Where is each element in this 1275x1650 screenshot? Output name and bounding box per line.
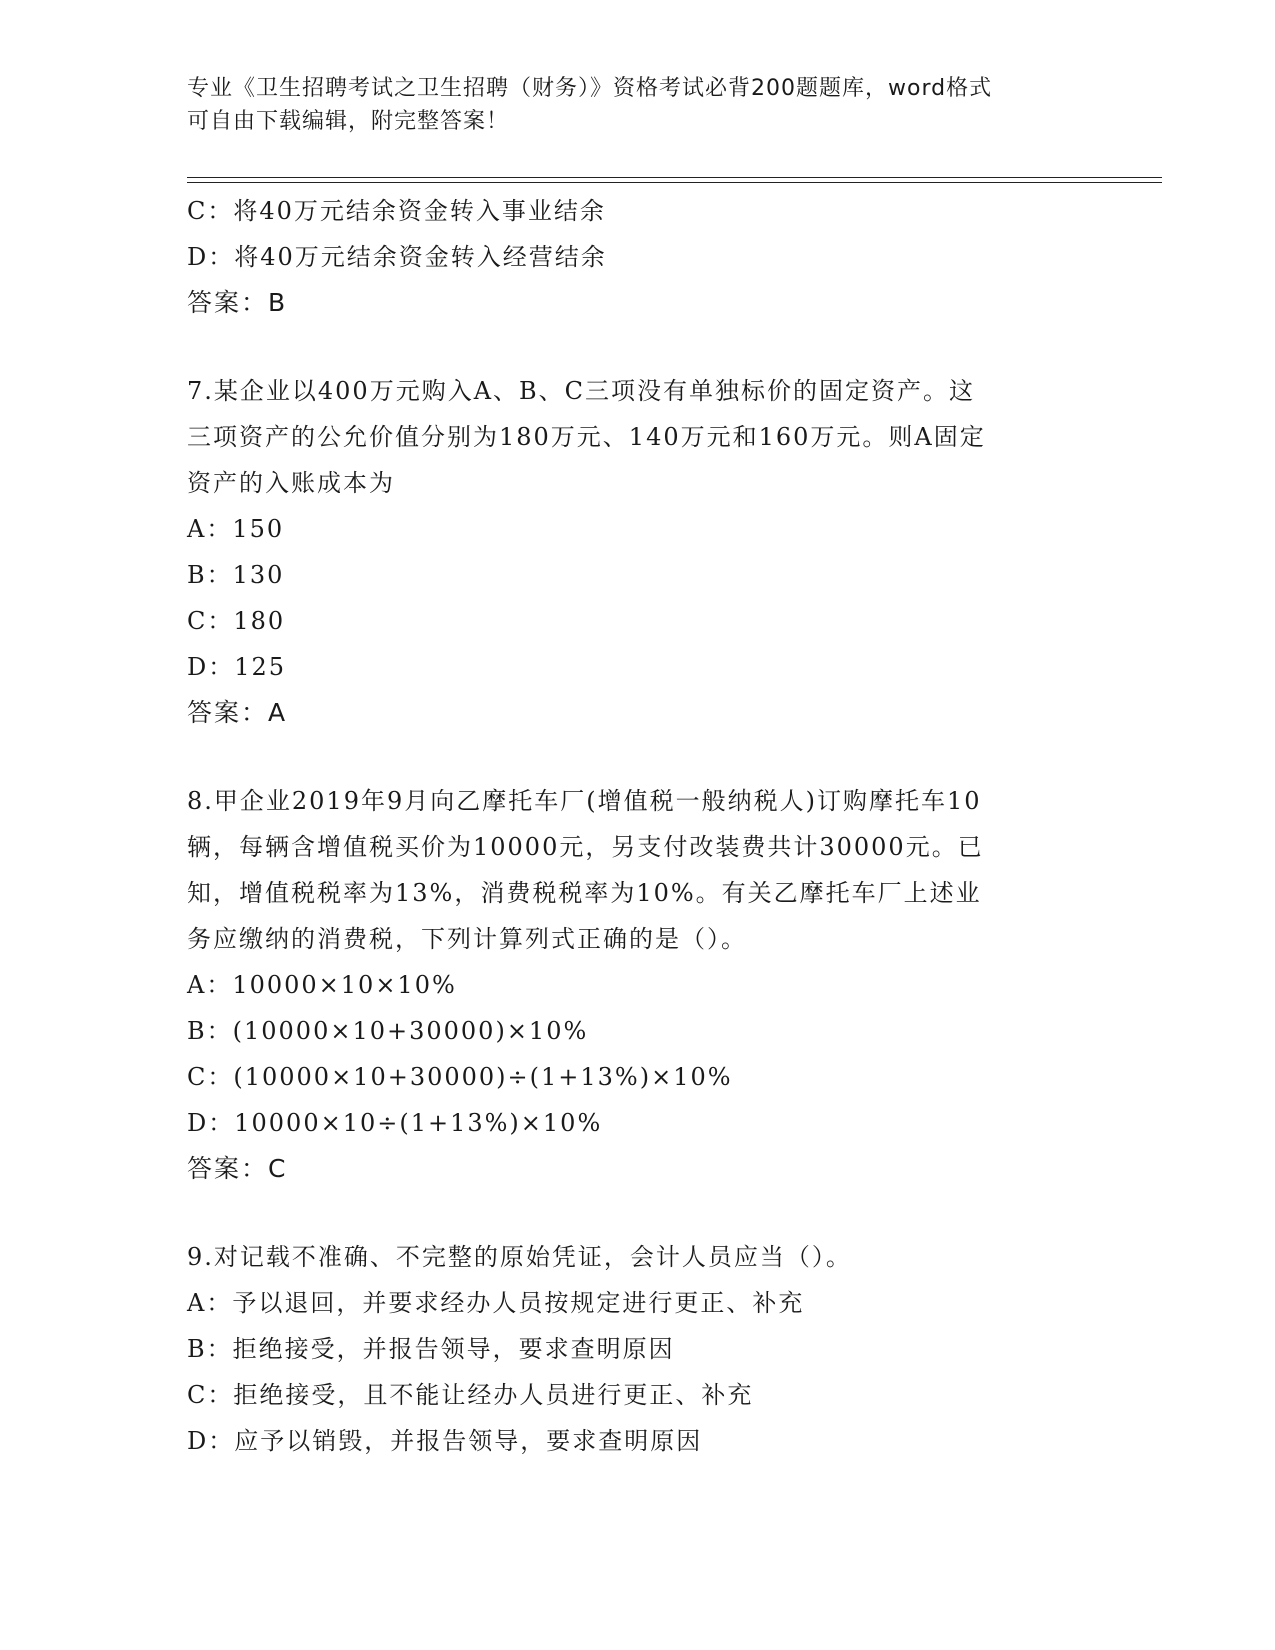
option-b: B：(10000×10+30000)×10% xyxy=(187,1017,589,1045)
option-c: C：(10000×10+30000)÷(1+13%)×10% xyxy=(187,1063,733,1091)
question-8 xyxy=(187,778,1087,1192)
option-a: A：10000×10×10% xyxy=(187,971,457,999)
question-9 xyxy=(187,1234,1087,1464)
option-b: B：拒绝接受，并报告领导，要求查明原因 xyxy=(187,1335,675,1363)
option-b: B：130 xyxy=(187,561,285,589)
option-a: A：予以退回，并要求经办人员按规定进行更正、补充 xyxy=(187,1289,805,1317)
question-stem-line: 辆，每辆含增值税买价为10000元，另支付改装费共计30000元。已 xyxy=(187,833,984,861)
question-stem-line: 8.甲企业2019年9月向乙摩托车厂(增值税一般纳税人)订购摩托车10 xyxy=(187,787,982,815)
option-c: C：拒绝接受，且不能让经办人员进行更正、补充 xyxy=(187,1381,754,1409)
option-d: D：10000×10÷(1+13%)×10% xyxy=(187,1109,603,1137)
answer: 答案：A xyxy=(187,698,288,727)
spacer xyxy=(187,736,1087,778)
question-7 xyxy=(187,368,1087,736)
option-d: D：应予以销毁，并报告领导，要求查明原因 xyxy=(187,1427,703,1455)
option-c: C：将40万元结余资金转入事业结余 xyxy=(187,197,606,225)
option-c: C：180 xyxy=(187,607,286,635)
spacer xyxy=(187,326,1087,368)
document-header xyxy=(187,72,1087,138)
option-d: D：将40万元结余资金转入经营结余 xyxy=(187,243,607,271)
question-stem-line: 资产的入账成本为 xyxy=(187,469,395,497)
header-divider-top xyxy=(187,177,1162,178)
question-stem-line: 三项资产的公允价值分别为180万元、140万元和160万元。则A固定 xyxy=(187,423,986,451)
question-stem-line: 知，增值税税率为13%，消费税税率为10%。有关乙摩托车厂上述业 xyxy=(187,879,982,907)
header-line-2: 可自由下载编辑，附完整答案！ xyxy=(187,109,510,134)
answer: 答案：C xyxy=(187,1154,288,1183)
option-a: A：150 xyxy=(187,515,285,543)
document-body xyxy=(187,188,1087,1464)
question-6-tail xyxy=(187,188,1087,326)
question-stem-line: 9.对记载不准确、不完整的原始凭证，会计人员应当（）。 xyxy=(187,1243,852,1271)
option-d: D：125 xyxy=(187,653,287,681)
question-stem-line: 务应缴纳的消费税，下列计算列式正确的是（）。 xyxy=(187,925,747,953)
header-divider-bottom xyxy=(187,182,1162,183)
question-stem-line: 7.某企业以400万元购入A、B、C三项没有单独标价的固定资产。这 xyxy=(187,377,976,405)
spacer xyxy=(187,1192,1087,1234)
header-line-1: 专业《卫生招聘考试之卫生招聘（财务）》资格考试必背200题题库，word格式 xyxy=(187,76,993,101)
answer: 答案：B xyxy=(187,288,288,317)
